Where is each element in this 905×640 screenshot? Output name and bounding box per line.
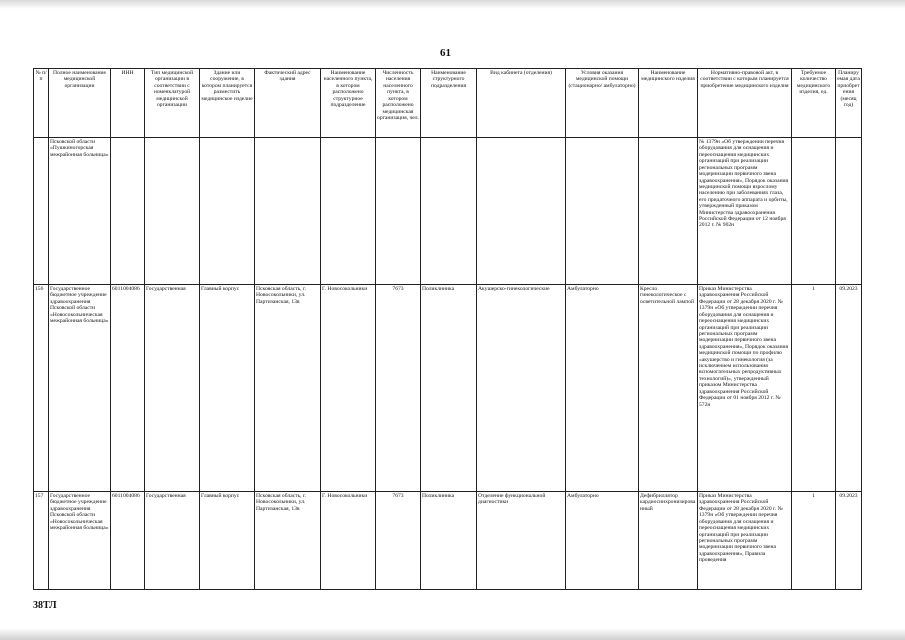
header-type: Тип медицинской организации в соответствии с номенклатурой медицинской организации bbox=[145, 69, 200, 138]
table-row bbox=[34, 492, 862, 590]
cell-type: Государственная bbox=[145, 285, 200, 492]
cell-population: 7673 bbox=[376, 492, 421, 590]
header-population: Численность населения населенного пункта, в котором расположено медицинская организация, чел. bbox=[376, 69, 421, 138]
cell-cabinet: Акушерско-гинекологические bbox=[477, 285, 566, 492]
header-org: Полное наименование медицинской организации bbox=[49, 69, 111, 138]
cell-qty: 1 bbox=[792, 492, 836, 590]
table-header-row bbox=[34, 69, 862, 138]
cell-qty: 1 bbox=[792, 285, 836, 492]
cell-address bbox=[255, 138, 321, 285]
cell-act: Приказ Министерства здравоохранения Российской Федерации от 28 декабря 2020 г. № 1379н «Об утверждении перечня оборудования для оснащения и переоснащения медицинских организаций при реализации региональных программ модернизации первичного звена здравоохранения», Правила проведения bbox=[698, 492, 792, 590]
equipment-table bbox=[33, 68, 862, 590]
page-number: 61 bbox=[440, 47, 451, 59]
cell-device bbox=[639, 138, 698, 285]
cell-address: Псковская область, г. Новосокольники, ул. Партизанская, 13в bbox=[255, 285, 321, 492]
cell-locality: Г. Новосокольники bbox=[321, 285, 376, 492]
cell-act: Приказ Министерства здравоохранения Российской Федерации от 28 декабря 2020 г. № 1379н «Об утверждении перечня оборудования для оснащения и переоснащения медицинских организаций при реализации региональных программ модернизации первичного звена здравоохранения», Порядок оказания медицинской помощи по профилю «акушерство и гинекология (за исключением использования вспомогательных репродуктивных технологий)», утвержденный приказом Министерства здравоохранения Российской Федерации от 01 ноября 2012 г. № 572н bbox=[698, 285, 792, 492]
cell-date: 09.2023 bbox=[836, 285, 862, 492]
header-subdivision: Наименование структурного подразделения bbox=[421, 69, 477, 138]
header-conditions: Условия оказания медицинской помощи (стационарно/ амбулаторно) bbox=[566, 69, 639, 138]
cell-num bbox=[34, 138, 49, 285]
cell-subdivision bbox=[421, 138, 477, 285]
scan-edge-top bbox=[0, 0, 905, 9]
cell-org: Государственное бюджетное учреждение здравоохранения Псковской области «Новосокольническая межрайонная больница» bbox=[49, 285, 111, 492]
cell-conditions: Амбулаторно bbox=[566, 492, 639, 590]
cell-device: Дефибриллятор кардиосинхронизированный bbox=[639, 492, 698, 590]
cell-inn bbox=[111, 138, 145, 285]
cell-inn: 6011004086 bbox=[111, 285, 145, 492]
cell-conditions bbox=[566, 138, 639, 285]
header-qty: Требуемое количество медицинского изделия, ед. bbox=[792, 69, 836, 138]
header-building: Здание или сооружение, в котором планируется разместить медицинское изделие bbox=[200, 69, 255, 138]
header-cabinet: Вид кабинета (отделения) bbox=[477, 69, 566, 138]
cell-date bbox=[836, 138, 862, 285]
cell-act: № 1379н «Об утверждении перечня оборудования для оснащения и переоснащения медицинских организаций при реализации региональных программ модернизации первичного звена здравоохранения», Порядок оказания медицинской помощи взрослому населению при заболеваниях глаза, его придаточного аппарата и орбиты, утвержденный приказом Министерства здравоохранения Российской Федерации от 12 ноября 2012 г. № 902н bbox=[698, 138, 792, 285]
cell-building: Главный корпус bbox=[200, 285, 255, 492]
cell-cabinet bbox=[477, 138, 566, 285]
cell-building bbox=[200, 138, 255, 285]
cell-type: Государственная bbox=[145, 492, 200, 590]
cell-conditions: Амбулаторно bbox=[566, 285, 639, 492]
cell-address: Псковская область, г. Новосокольники, ул. Партизанская, 13в bbox=[255, 492, 321, 590]
cell-population bbox=[376, 138, 421, 285]
cell-num: 156 bbox=[34, 285, 49, 492]
cell-locality: Г. Новосокольники bbox=[321, 492, 376, 590]
table-row bbox=[34, 138, 862, 285]
cell-subdivision: Поликлиника bbox=[421, 285, 477, 492]
footer-stamp: 38ТЛ bbox=[33, 600, 57, 611]
cell-date: 09.2023 bbox=[836, 492, 862, 590]
header-date: Планируемая дата приобретения (месяц год) bbox=[836, 69, 862, 138]
cell-device: Кресло гинекологическое с осветительной лампой bbox=[639, 285, 698, 492]
table-row bbox=[34, 285, 862, 492]
cell-type bbox=[145, 138, 200, 285]
cell-building: Главный корпус bbox=[200, 492, 255, 590]
cell-num: 157 bbox=[34, 492, 49, 590]
header-inn: ИНН bbox=[111, 69, 145, 138]
header-act: Нормативно-правовой акт, в соответствии с которым планируется приобретение медицинского изделия bbox=[698, 69, 792, 138]
cell-cabinet: Отделение функциональной диагностики bbox=[477, 492, 566, 590]
header-device: Наименование медицинского изделия bbox=[639, 69, 698, 138]
cell-qty bbox=[792, 138, 836, 285]
cell-org: Государственное бюджетное учреждение здравоохранения Псковской области «Новосокольническая межрайонная больница» bbox=[49, 492, 111, 590]
cell-org: Псковской области «Пушкиногорская межрайонная больница» bbox=[49, 138, 111, 285]
header-address: Фактический адрес здания bbox=[255, 69, 321, 138]
scan-edge-bottom bbox=[0, 628, 905, 640]
cell-inn: 6011004086 bbox=[111, 492, 145, 590]
header-num: № п/п bbox=[34, 69, 49, 138]
header-locality: Наименование населенного пункта, в котором расположено структурное подразделение bbox=[321, 69, 376, 138]
cell-locality bbox=[321, 138, 376, 285]
cell-population: 7673 bbox=[376, 285, 421, 492]
cell-subdivision: Поликлиника bbox=[421, 492, 477, 590]
